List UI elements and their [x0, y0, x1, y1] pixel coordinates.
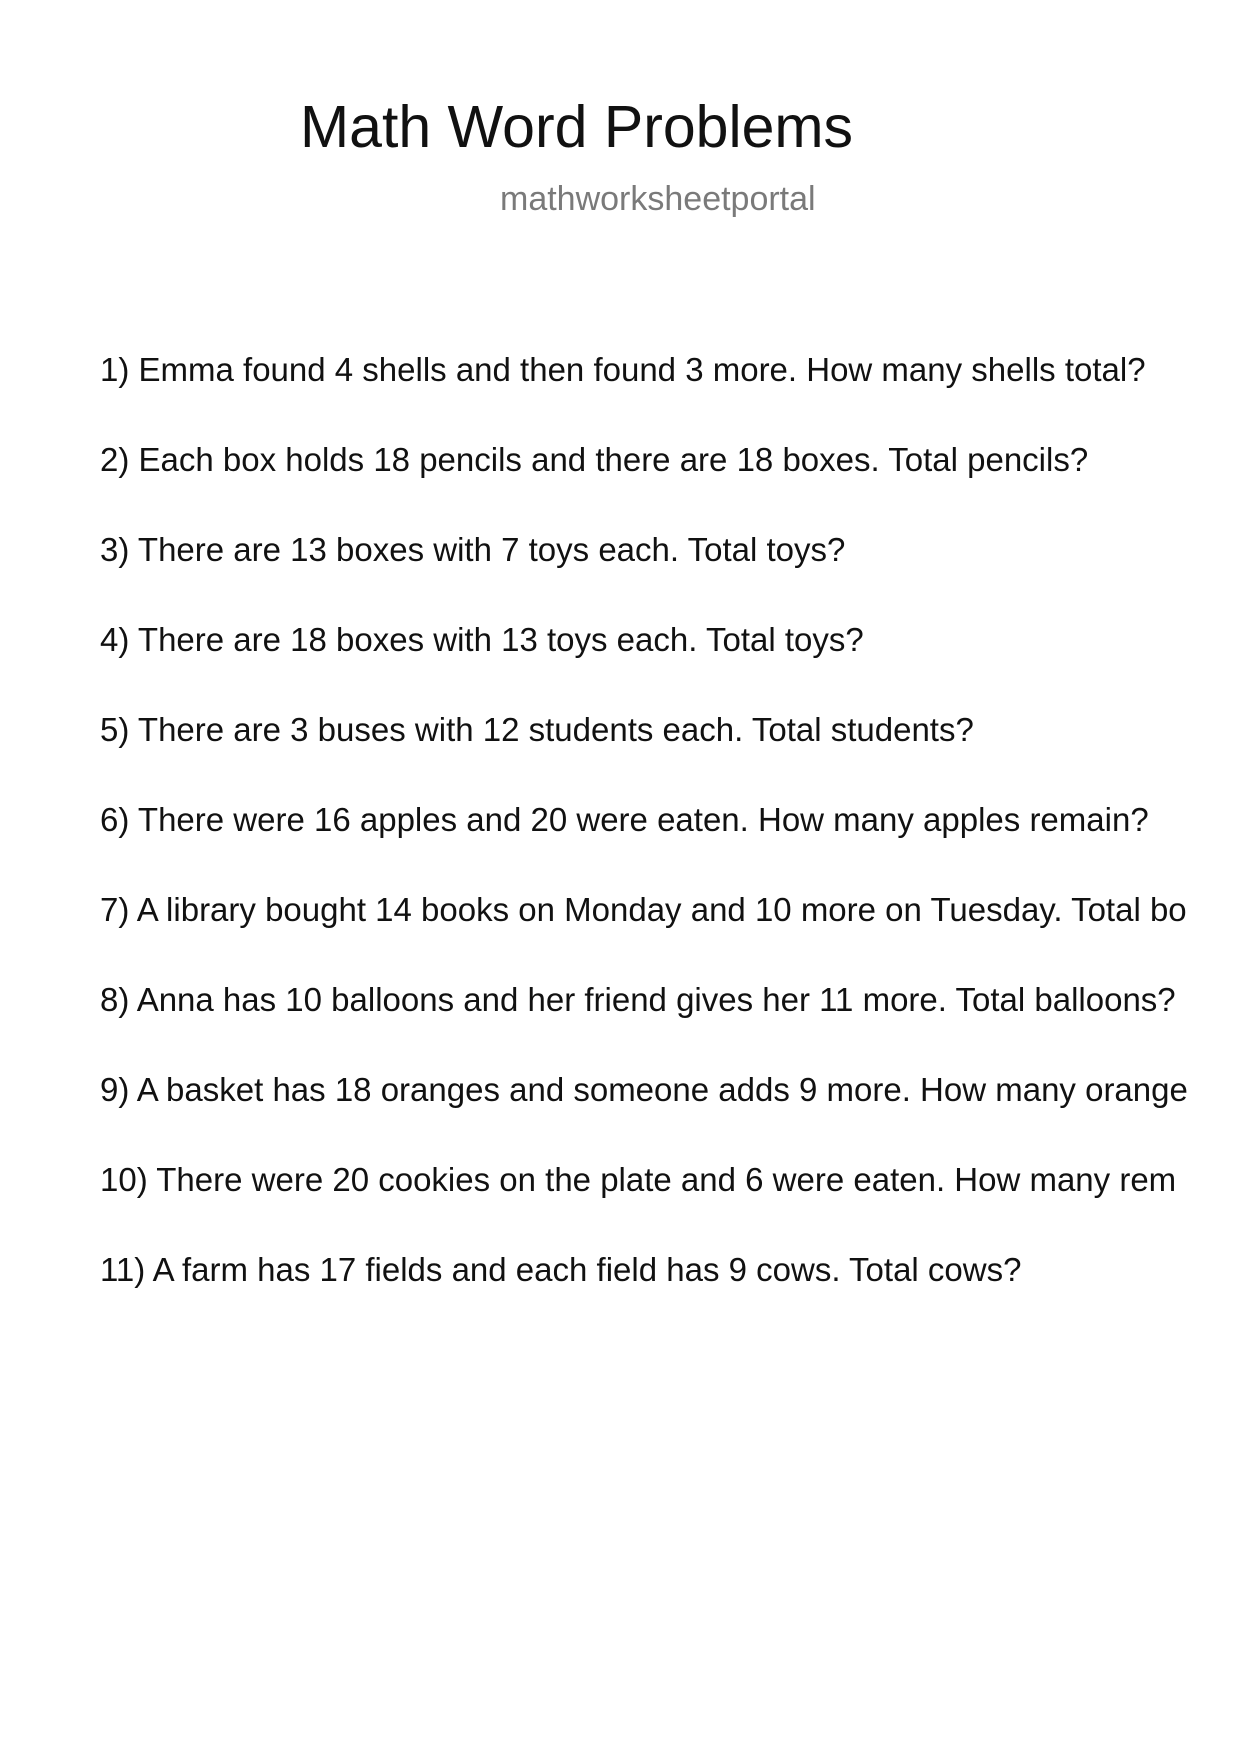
problem-item: 8) Anna has 10 balloons and her friend gives her 11 more. Total balloons? — [100, 981, 1176, 1018]
problem-item: 1) Emma found 4 shells and then found 3 more. How many shells total? — [100, 351, 1146, 388]
problem-item: 7) A library bought 14 books on Monday and 10 more on Tuesday. Total bo — [100, 891, 1187, 928]
problem-list — [100, 350, 1240, 1340]
problem-item: 11) A farm has 17 fields and each field has 9 cows. Total cows? — [100, 1251, 1022, 1288]
problem-item: 10) There were 20 cookies on the plate and 6 were eaten. How many rem — [100, 1161, 1177, 1198]
problem-item: 4) There are 18 boxes with 13 toys each. Total toys? — [100, 621, 864, 658]
problem-item: 3) There are 13 boxes with 7 toys each. Total toys? — [100, 531, 846, 568]
page-subtitle: mathworksheetportal — [500, 180, 816, 218]
page-title: Math Word Problems — [300, 94, 854, 160]
problem-item: 9) A basket has 18 oranges and someone adds 9 more. How many orange — [100, 1071, 1188, 1108]
problem-item: 5) There are 3 buses with 12 students each. Total students? — [100, 711, 974, 748]
problem-item: 2) Each box holds 18 pencils and there are 18 boxes. Total pencils? — [100, 441, 1089, 478]
problem-item: 6) There were 16 apples and 20 were eaten. How many apples remain? — [100, 801, 1149, 838]
